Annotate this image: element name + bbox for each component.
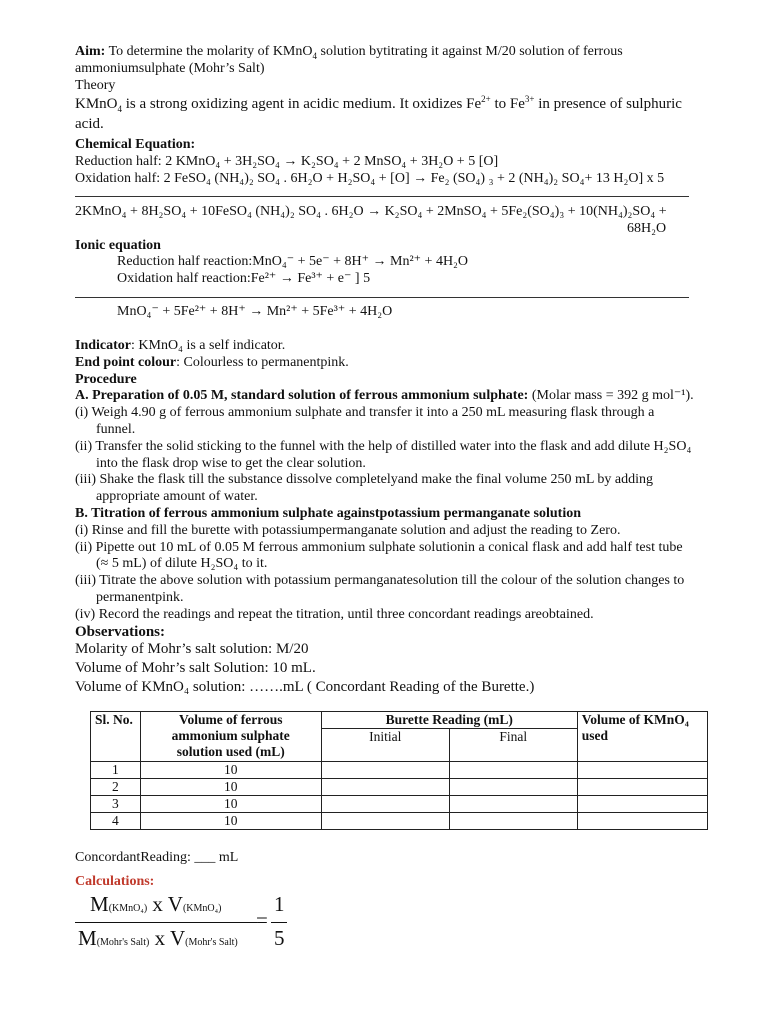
- cell-initial: [321, 762, 449, 779]
- header-initial: Initial: [321, 729, 449, 762]
- procedure-a-heading: A. Preparation of 0.05 M, standard solution of ferrous ammonium sulphate: (Molar mass = 392 g mol⁻¹).: [75, 388, 694, 403]
- cell-kmno4-used: [577, 813, 707, 830]
- table-row: [91, 796, 708, 813]
- procedure-a-step-1-cont: funnel.: [96, 422, 136, 437]
- calculations-heading: Calculations:: [75, 874, 155, 889]
- observation-table: [90, 711, 708, 830]
- cell-final: [449, 813, 577, 830]
- ionic-oxidation-half: Oxidation half reaction:Fe²⁺ → Fe³⁺ + e⁻ ] 5: [117, 271, 371, 286]
- procedure-b-step-3: (iii) Titrate the above solution with potassium permanganatesolution till the colour of the solution changes to: [75, 573, 685, 588]
- divider-2: [75, 297, 689, 298]
- procedure-a-step-2-cont: into the flask drop wise to get the clear solution.: [96, 456, 366, 471]
- cell-final: [449, 762, 577, 779]
- concordant-reading: ConcordantReading: ___ mL: [75, 850, 239, 865]
- formula-rhs-denominator: 5: [274, 926, 285, 950]
- procedure-a-step-3-cont: appropriate amount of water.: [96, 489, 258, 504]
- aim-line-1: Aim: To determine the molarity of KMnO$_4$ solution bytitrating it against M/20 solution of ferrous: [75, 44, 623, 61]
- aim-line-2: ammoniumsulphate (Mohr’s Salt): [75, 61, 265, 76]
- cell-sl-no: 4: [91, 813, 141, 830]
- theory-line-1: KMnO$_4$ is a strong oxidizing agent in acidic medium. It oxidizes $Fe^{2+}$ to $Fe^{3+}$ in presence of sulphuric: [75, 94, 682, 114]
- procedure-a-step-2: (ii) Transfer the solid sticking to the funnel with the help of distilled water into the flask and add dilute H₂SO₄: [75, 439, 692, 454]
- cell-sl-no: 2: [91, 779, 141, 796]
- header-sl-no: Sl. No.: [91, 712, 141, 762]
- end-point-line: End point colour: Colourless to permanentpink.: [75, 355, 349, 370]
- ionic-reduction-half: Reduction half reaction:MnO₄⁻ + 5e⁻ + 8H⁺ → Mn²⁺ + 4H₂O: [117, 254, 469, 269]
- overall-equation-line-2: 68H₂O: [627, 221, 667, 236]
- header-final: Final: [449, 729, 577, 762]
- observation-volume-kmno4: Volume of KMnO₄ solution: …….mL ( Concordant Reading of the Burette.): [75, 679, 535, 695]
- procedure-b-step-1: (i) Rinse and fill the burette with potassiumpermanganate solution and adjust the reading to Zero.: [75, 523, 621, 538]
- header-volume-ferrous: Volume of ferrous ammonium sulphate solution used (mL): [140, 712, 321, 762]
- formula-rhs-numerator: 1: [274, 892, 285, 916]
- formula-fraction-bar: [75, 922, 257, 923]
- cell-sl-no: 3: [91, 796, 141, 813]
- ionic-overall-equation: MnO₄⁻ + 5Fe²⁺ + 8H⁺ → Mn²⁺ + 5Fe³⁺ + 4H₂O: [117, 304, 393, 319]
- divider-1: [75, 196, 689, 197]
- table-row: [91, 779, 708, 796]
- formula-equals-sign: =: [256, 908, 268, 932]
- overall-equation-line-1: 2KMnO₄ + 8H₂SO₄ + 10FeSO₄ (NH₄)₂ SO₄ . 6H₂O → K₂SO₄ + 2MnSO₄ + 5Fe₂(SO₄)₃ + 10(NH₄)₂SO₄ +: [75, 204, 667, 219]
- cell-final: [449, 779, 577, 796]
- observation-volume-mohr: Volume of Mohr’s salt Solution: 10 mL.: [75, 660, 316, 676]
- oxidation-half-equation: Oxidation half: 2 FeSO₄ (NH₄)₂ SO₄ . 6H₂O + H₂SO₄ + [O] → Fe₂ (SO₄) ₃ + 2 (NH₄)₂ SO₄+ 13 H₂O] x 5: [75, 171, 665, 186]
- procedure-a-step-3: (iii) Shake the flask till the substance dissolve completelyand make the final volume 250 mL by adding: [75, 472, 654, 487]
- procedure-b-step-2: (ii) Pipette out 10 mL of 0.05 M ferrous ammonium sulphate solutionin a conical flask and add half test tube: [75, 540, 683, 555]
- cell-volume: 10: [140, 779, 321, 796]
- formula-rhs-bar: [271, 922, 287, 923]
- cell-volume: 10: [140, 762, 321, 779]
- indicator-line: Indicator: KMnO₄ is a self indicator.: [75, 338, 286, 353]
- table-row: [91, 813, 708, 830]
- cell-initial: [321, 779, 449, 796]
- cell-initial: [321, 813, 449, 830]
- observation-molarity: Molarity of Mohr’s salt solution: M/20: [75, 641, 309, 657]
- cell-initial: [321, 796, 449, 813]
- ionic-equation-heading: Ionic equation: [75, 238, 161, 253]
- cell-kmno4-used: [577, 796, 707, 813]
- header-volume-kmno4: Volume of KMnO₄ used: [577, 712, 707, 762]
- theory-line-2: acid.: [75, 116, 104, 132]
- formula-numerator: M(KMnO₄) x V(KMnO₄): [90, 892, 222, 916]
- formula-denominator: M(Mohr's Salt) x V(Mohr's Salt): [78, 926, 238, 950]
- procedure-a-step-1: (i) Weigh 4.90 g of ferrous ammonium sulphate and transfer it into a 250 mL measuring flask through a: [75, 405, 655, 420]
- cell-volume: 10: [140, 796, 321, 813]
- reduction-half-equation: Reduction half: 2 KMnO₄ + 3H₂SO₄ → K₂SO₄ + 2 MnSO₄ + 3H₂O + 5 [O]: [75, 154, 499, 169]
- cell-final: [449, 796, 577, 813]
- cell-kmno4-used: [577, 762, 707, 779]
- observations-heading: Observations:: [75, 624, 165, 640]
- cell-kmno4-used: [577, 779, 707, 796]
- table-row: [91, 762, 708, 779]
- procedure-b-step-4: (iv) Record the readings and repeat the titration, until three concordant readings areobtained.: [75, 607, 594, 622]
- header-burette-reading: Burette Reading (mL): [321, 712, 577, 729]
- procedure-b-step-2-cont: (≈ 5 mL) of dilute H₂SO₄ to it.: [96, 556, 268, 571]
- theory-heading: Theory: [75, 78, 116, 93]
- procedure-heading: Procedure: [75, 372, 137, 387]
- cell-sl-no: 1: [91, 762, 141, 779]
- procedure-b-heading: B. Titration of ferrous ammonium sulphate againstpotassium permanganate solution: [75, 506, 581, 521]
- cell-volume: 10: [140, 813, 321, 830]
- procedure-b-step-3-cont: permanentpink.: [96, 590, 184, 605]
- chemical-equation-heading: Chemical Equation:: [75, 137, 196, 152]
